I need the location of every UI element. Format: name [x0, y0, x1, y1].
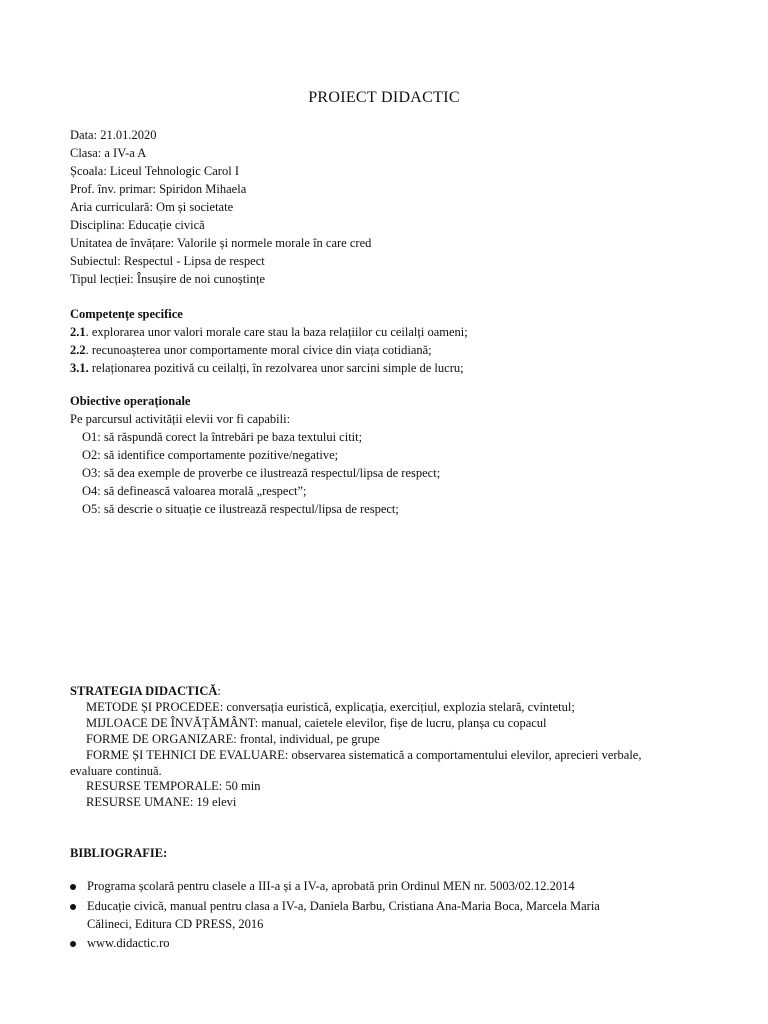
strategy-means: MIJLOACE DE ÎNVĂȚĂMÂNT: manual, caietele elevilor, fișe de lucru, planșa cu copacul	[86, 716, 547, 730]
bibliography-heading: BIBLIOGRAFIE:	[70, 846, 168, 860]
lesson-type-line: Tipul lecției: Însușire de noi cunoștințe	[70, 272, 266, 286]
strategy-heading-colon: :	[217, 684, 221, 698]
strategy-human-resources: RESURSE UMANE: 19 elevi	[86, 795, 237, 809]
date-line: Data: 21.01.2020	[70, 128, 157, 142]
competences-heading: Competențe specifice	[70, 307, 183, 321]
strategy-organization: FORME DE ORGANIZARE: frontal, individual, pe grupe	[86, 732, 380, 746]
bibliography-item: Programa școlară pentru clasele a III-a și a IV-a, aprobată prin Ordinul MEN nr. 5003/02.12.2014	[87, 879, 575, 893]
class-line: Clasa: a IV-a A	[70, 146, 147, 160]
subject-line: Subiectul: Respectul - Lipsa de respect	[70, 254, 265, 268]
bibliography-item: Educație civică, manual pentru clasa a IV-a, Daniela Barbu, Cristiana Ana-Maria Boca, Marcela Maria	[87, 899, 600, 913]
bibliography-link[interactable]: www.didactic.ro	[87, 936, 170, 950]
competence-item	[70, 341, 432, 359]
teacher-line: Prof. înv. primar: Spiridon Mihaela	[70, 182, 247, 196]
strategy-evaluation-cont: evaluare continuă.	[70, 764, 162, 778]
competence-item	[70, 359, 464, 377]
objectives-heading: Obiective operaționale	[70, 394, 191, 408]
bibliography-item-cont: Călineci, Editura CD PRESS, 2016	[87, 917, 264, 931]
competence-item	[70, 323, 468, 341]
competence-number: 3.1.	[70, 361, 89, 375]
objective-item: O3: să dea exemple de proverbe ce ilustrează respectul/lipsa de respect;	[82, 466, 441, 480]
strategy-heading: STRATEGIA DIDACTICĂ	[70, 684, 218, 698]
competence-text: . recunoașterea unor comportamente moral civice din viața cotidiană;	[85, 343, 432, 357]
objective-item: O5: să descrie o situație ce ilustrează respectul/lipsa de respect;	[82, 502, 399, 516]
strategy-evaluation: FORME ȘI TEHNICI DE EVALUARE: observarea sistematică a comportamentului elevilor, aprecieri verbale,	[86, 748, 642, 762]
objective-item: O2: să identifice comportamente pozitive/negative;	[82, 448, 339, 462]
bullet-icon	[70, 884, 76, 890]
strategy-methods: METODE ȘI PROCEDEE: conversația euristică, explicația, exercițiul, explozia stelară, cvintetul;	[86, 700, 575, 714]
objective-item: O1: să răspundă corect la întrebări pe baza textului citit;	[82, 430, 363, 444]
school-line: Școala: Liceul Tehnologic Carol I	[70, 164, 239, 178]
objective-item: O4: să definească valoarea morală „respect”;	[82, 484, 307, 498]
discipline-line: Disciplina: Educație civică	[70, 218, 205, 232]
curricular-area-line: Aria curriculară: Om și societate	[70, 200, 234, 214]
document-title: PROIECT DIDACTIC	[308, 89, 460, 106]
competence-number: 2.1	[70, 325, 86, 339]
bullet-icon	[70, 941, 76, 947]
objectives-intro: Pe parcursul activității elevii vor fi capabili:	[70, 412, 291, 426]
bullet-icon	[70, 904, 76, 910]
competence-text: . explorarea unor valori morale care stau la baza relațiilor cu ceilalți oameni;	[85, 325, 468, 339]
learning-unit-line: Unitatea de învățare: Valorile și normele morale în care cred	[70, 236, 372, 250]
competence-text: relaționarea pozitivă cu ceilalți, în rezolvarea unor sarcini simple de lucru;	[88, 361, 464, 375]
strategy-time-resources: RESURSE TEMPORALE: 50 min	[86, 779, 261, 793]
competence-number: 2.2	[70, 343, 86, 357]
